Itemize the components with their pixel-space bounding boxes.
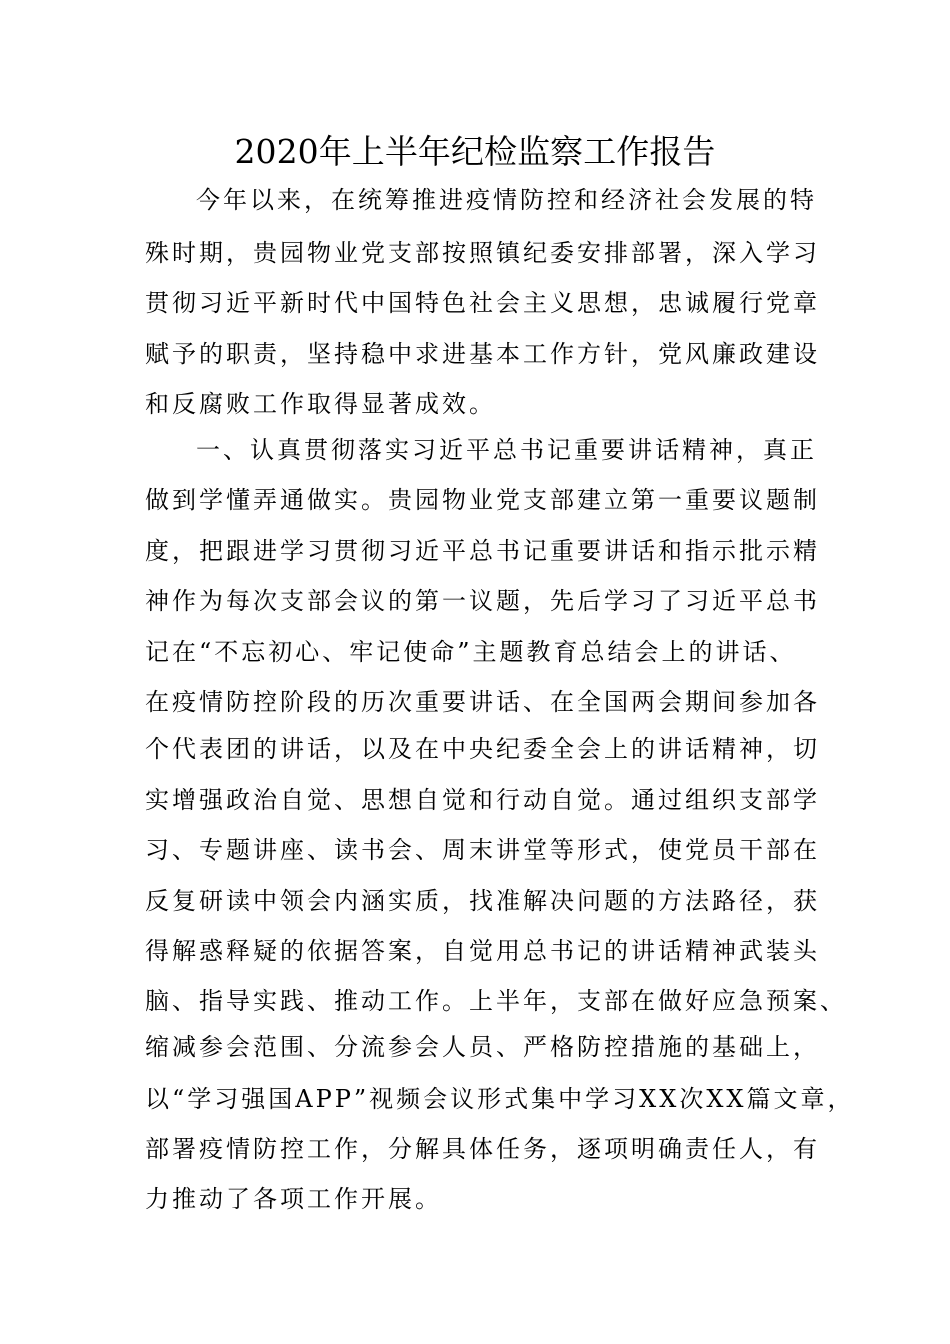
paragraph-2-line: 实增强政治自觉、思想自觉和行动自觉。通过组织支部学 [145, 786, 820, 814]
paragraph-2-line: 脑、指导实践、推动工作。上半年，支部在做好应急预案、 [145, 987, 847, 1015]
paragraph-1-line: 今年以来，在统筹推进疫情防控和经济社会发展的特 [196, 186, 817, 214]
paragraph-2-line: 个代表团的讲话，以及在中央纪委全会上的讲话精神，切 [145, 735, 820, 763]
paragraph-2-line: 习、专题讲座、读书会、周末讲堂等形式，使党员干部在 [145, 836, 820, 864]
paragraph-1-line: 赋予的职责，坚持稳中求进基本工作方针，党风廉政建设 [145, 340, 820, 368]
paragraph-2-line: 部署疫情防控工作，分解具体任务，逐项明确责任人，有 [145, 1135, 820, 1163]
paragraph-2-line: 缩减参会范围、分流参会人员、严格防控措施的基础上， [145, 1033, 820, 1061]
paragraph-2-line: 神作为每次支部会议的第一议题，先后学习了习近平总书 [145, 587, 820, 615]
paragraph-2-line: 力推动了各项工作开展。 [145, 1185, 442, 1213]
paragraph-2-line: 度，把跟进学习贯彻习近平总书记重要讲话和指示批示精 [145, 537, 820, 565]
paragraph-2-line: 反复研读中领会内涵实质，找准解决问题的方法路径，获 [145, 887, 820, 915]
paragraph-2-line: 以“学习强国APP”视频会议形式集中学习XX次XX篇文章， [145, 1085, 855, 1113]
paragraph-1-line: 殊时期，贵园物业党支部按照镇纪委安排部署，深入学习 [145, 239, 820, 267]
paragraph-2-line: 得解惑释疑的依据答案，自觉用总书记的讲话精神武装头 [145, 937, 820, 965]
paragraph-2-line: 记在“不忘初心、牢记使命”主题教育总结会上的讲话、 [145, 638, 797, 666]
paragraph-2-line: 做到学懂弄通做实。贵园物业党支部建立第一重要议题制 [145, 486, 820, 514]
paragraph-1-line: 和反腐败工作取得显著成效。 [145, 390, 496, 418]
document-title: 2020年上半年纪检监察工作报告 [234, 132, 716, 171]
paragraph-2-line: 在疫情防控阶段的历次重要讲话、在全国两会期间参加各 [145, 688, 820, 716]
paragraph-1-line: 贯彻习近平新时代中国特色社会主义思想，忠诚履行党章 [145, 289, 820, 317]
paragraph-2-line: 一、认真贯彻落实习近平总书记重要讲话精神，真正 [196, 436, 817, 464]
